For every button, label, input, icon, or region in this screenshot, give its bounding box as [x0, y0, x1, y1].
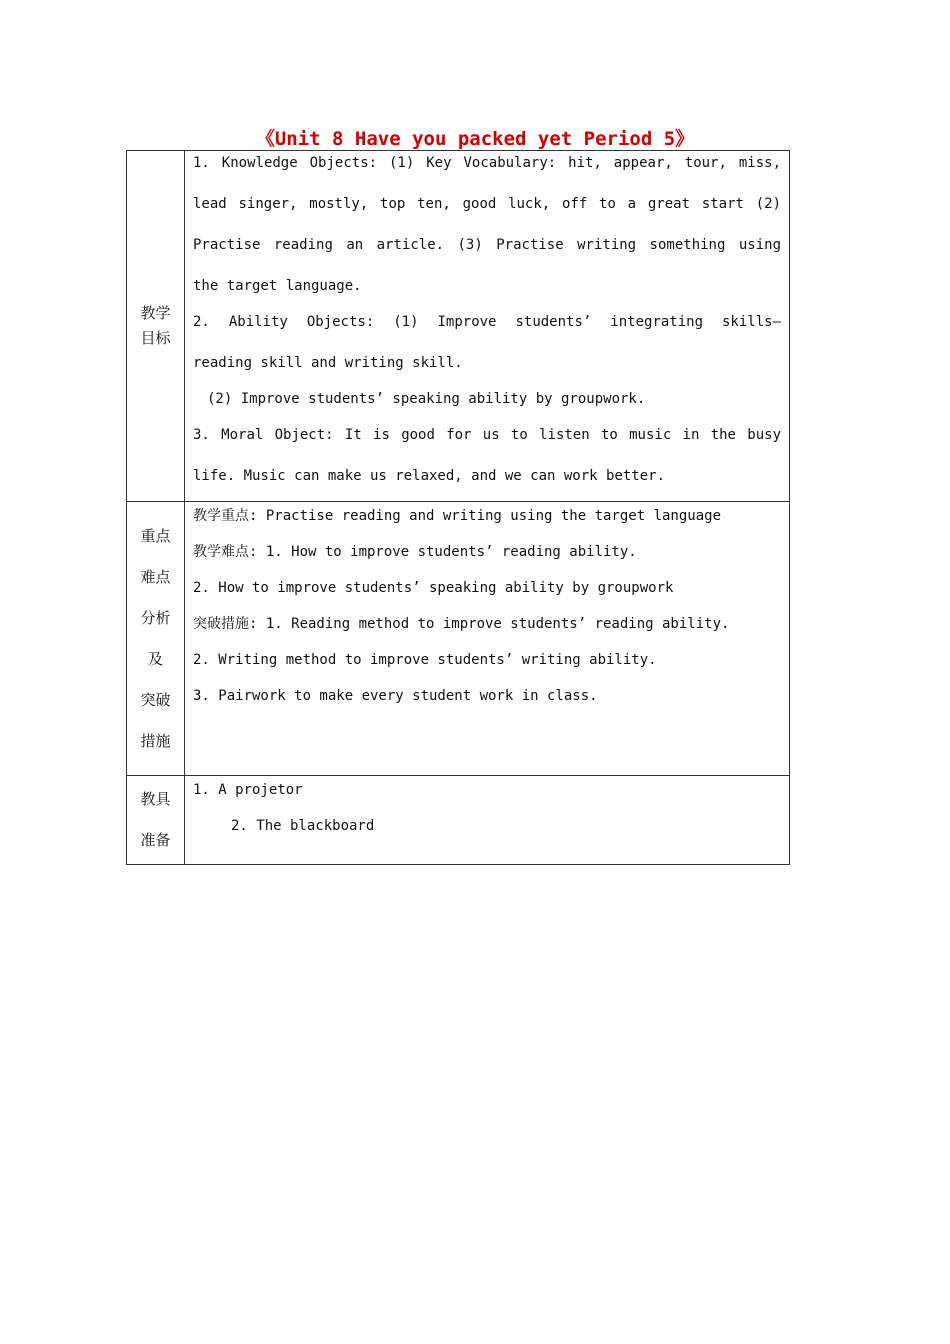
- text-line: 教学重点: Practise reading and writing using the target language: [193, 508, 722, 524]
- row-label-materials: [127, 776, 185, 865]
- label-text: 措施: [140, 731, 171, 750]
- text-line: (2) Improve students’ speaking ability by groupwork.: [207, 391, 646, 407]
- text-line: 2. How to improve students’ speaking ability by groupwork: [193, 580, 674, 596]
- cell-materials: [185, 776, 790, 865]
- label-text: 教学: [140, 304, 171, 322]
- text-line: 教学难点: 1. How to improve students’ reading ability.: [193, 544, 637, 560]
- label-text: 教具: [140, 790, 171, 808]
- label-text: 分析: [140, 608, 171, 627]
- row-label-objectives: [127, 151, 185, 502]
- text-line: Practise reading an article. (3) Practise writing something using: [193, 237, 781, 253]
- text-line: 2. The blackboard: [231, 818, 375, 834]
- text-line: 2. Ability Objects: (1) Improve students’ integrating skills—: [193, 314, 781, 330]
- table-row-materials: [127, 776, 790, 865]
- label-text: 目标: [140, 329, 171, 347]
- cell-objectives: [185, 151, 790, 502]
- lesson-plan-table: [126, 150, 790, 865]
- text-line: reading skill and writing skill.: [193, 355, 463, 371]
- label-text: 重点: [140, 526, 171, 545]
- text-line: life. Music can make us relaxed, and we can work better.: [193, 468, 666, 484]
- cell-key-points: [185, 502, 790, 776]
- text-line: 1. A projetor: [193, 782, 303, 798]
- table-row-key-points: [127, 502, 790, 776]
- label-text: 难点: [140, 567, 171, 586]
- document-title: 《Unit 8 Have you packed yet Period 5》: [255, 128, 695, 150]
- label-text: 及: [147, 649, 163, 668]
- text-line: 突破措施: 1. Reading method to improve students’ reading ability.: [193, 616, 730, 632]
- text-line: the target language.: [193, 278, 362, 294]
- label-text: 准备: [140, 831, 171, 849]
- text-line: 1. Knowledge Objects: (1) Key Vocabulary: hit, appear, tour, miss,: [193, 155, 781, 171]
- text-line: 2. Writing method to improve students’ writing ability.: [193, 652, 657, 668]
- text-line: 3. Pairwork to make every student work in class.: [193, 688, 598, 704]
- text-line: lead singer, mostly, top ten, good luck, off to a great start (2): [193, 196, 781, 212]
- label-text: 突破: [140, 690, 171, 709]
- text-line: 3. Moral Object: It is good for us to listen to music in the busy: [193, 427, 781, 443]
- table-row-objectives: [127, 151, 790, 502]
- row-label-key-points: [127, 502, 185, 776]
